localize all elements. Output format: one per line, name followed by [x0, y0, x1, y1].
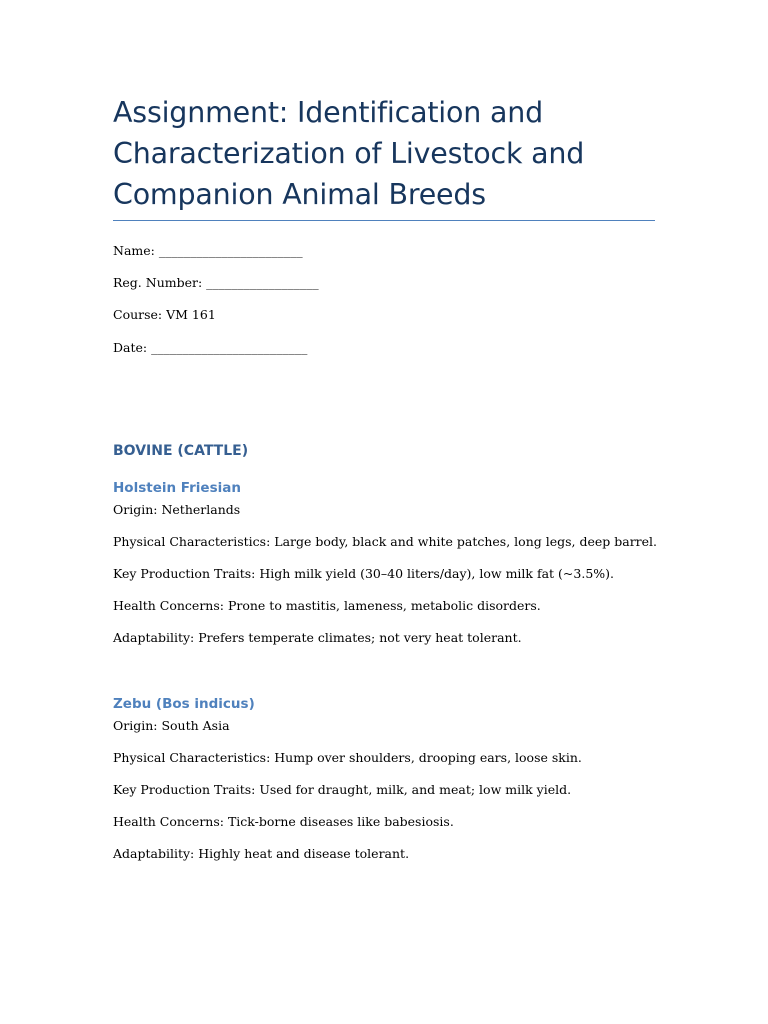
date-field: Date: _________________________ [113, 340, 308, 355]
name-field: Name: _______________________ [113, 243, 303, 258]
course-field: Course: VM 161 [113, 307, 216, 322]
breed-heading-zebu: Zebu (Bos indicus) [113, 696, 255, 712]
breed-origin: Origin: South Asia [113, 718, 230, 733]
breed-physical: Physical Characteristics: Large body, black and white patches, long legs, deep barrel. [113, 534, 658, 549]
breed-production: Key Production Traits: High milk yield (30–40 liters/day), low milk fat (~3.5%). [113, 566, 615, 581]
section-heading-bovine: BOVINE (CATTLE) [113, 443, 249, 459]
breed-origin: Origin: Netherlands [113, 502, 241, 517]
document-title: Assignment: Identification and Characterization of Livestock and Companion Animal Breeds [113, 96, 585, 211]
breed-adaptability: Adaptability: Prefers temperate climates; not very heat tolerant. [113, 630, 522, 645]
breed-production: Key Production Traits: Used for draught, milk, and meat; low milk yield. [113, 782, 572, 797]
title-underline [113, 220, 655, 221]
breed-heading-holstein: Holstein Friesian [113, 480, 241, 496]
breed-physical: Physical Characteristics: Hump over shoulders, drooping ears, loose skin. [113, 750, 582, 765]
breed-adaptability: Adaptability: Highly heat and disease tolerant. [113, 846, 410, 861]
breed-health: Health Concerns: Prone to mastitis, lameness, metabolic disorders. [113, 598, 541, 613]
reg-number-field: Reg. Number: __________________ [113, 275, 319, 290]
breed-health: Health Concerns: Tick-borne diseases like babesiosis. [113, 814, 454, 829]
